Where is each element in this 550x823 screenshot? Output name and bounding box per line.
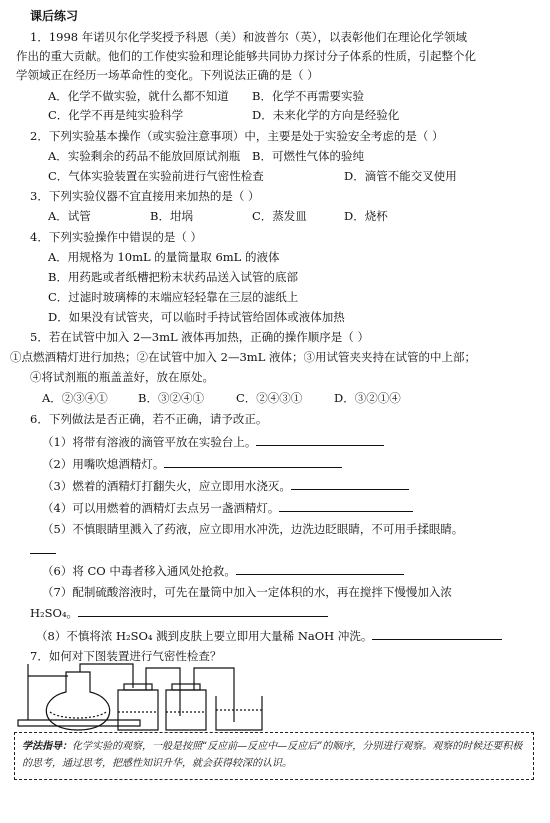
answer-blank[interactable] — [30, 541, 56, 554]
q5-option-c[interactable]: C．②④③① — [236, 391, 303, 405]
q6-item-5: （5）不慎眼睛里溅入了药液，应立即用水冲洗，边洗边眨眼睛，不可用手揉眼睛。 — [42, 522, 464, 536]
tube-3 — [194, 668, 234, 722]
q6-item-3: （3）燃着的酒精灯打翻失火，应立即用水浇灭。 — [42, 477, 409, 494]
answer-blank[interactable] — [291, 477, 409, 490]
q6-item-1: （1）将带有溶液的滴管平放在实验台上。 — [42, 433, 384, 450]
flask — [46, 672, 109, 730]
answer-blank[interactable] — [236, 562, 404, 575]
q2-option-b[interactable]: B．可燃性气体的验纯 — [252, 149, 364, 163]
q4-option-d[interactable]: D．如果没有试管夹，可以临时手持试管给固体或液体加热 — [48, 310, 345, 324]
q6-item-8: （8）不慎将浓 H₂SO₄ 溅到皮肤上要立即用大量稀 NaOH 冲洗。 — [36, 627, 502, 644]
q4-option-b[interactable]: B．用药匙或者纸槽把粉末状药品送入试管的底部 — [48, 270, 298, 284]
q1-stem-line-1: 1．1998 年诺贝尔化学奖授予科恩（美）和波普尔（英），以表彰他们在理论化学领域 — [30, 30, 467, 44]
study-tip-label: 学法指导： — [22, 741, 72, 752]
q5-stem: 5．若在试管中加入 2—3mL 液体再加热，正确的操作顺序是（ ） — [30, 330, 369, 344]
q1-option-a[interactable]: A．化学不做实验，就什么都不知道 — [48, 89, 229, 103]
q3-stem: 3．下列实验仪器不宜直接用来加热的是（ ） — [30, 189, 260, 203]
q6-item-2: （2）用嘴吹熄酒精灯。 — [42, 455, 342, 472]
answer-blank[interactable] — [279, 499, 413, 512]
q4-option-a[interactable]: A．用规格为 10mL 的量筒量取 6mL 的液体 — [48, 250, 280, 264]
stand-base — [18, 720, 140, 726]
q1-stem-line-2: 作出的重大贡献。他们的工作使实验和理论能够共同协力探讨分子体系的性质，引起整个化 — [16, 49, 476, 63]
q1-option-c[interactable]: C．化学不再是纯实验科学 — [48, 108, 184, 122]
q2-stem: 2．下列实验基本操作（或实验注意事项）中，主要是处于实验安全考虑的是（ ） — [30, 129, 444, 143]
q2-option-a[interactable]: A．实验剩余的药品不能放回原试剂瓶 — [48, 149, 241, 163]
q5-option-a[interactable]: A．②③④① — [42, 391, 108, 405]
q3-option-d[interactable]: D．烧杯 — [344, 209, 388, 223]
q6-item-5-answer — [30, 541, 56, 558]
q7-stem: 7．如何对下图装置进行气密性检查？ — [30, 649, 222, 663]
q3-option-b[interactable]: B．坩埚 — [150, 209, 193, 223]
q5-steps-line-2: ④将试剂瓶的瓶盖盖好，放在原处。 — [30, 370, 214, 384]
answer-blank[interactable] — [372, 627, 502, 640]
answer-blank[interactable] — [78, 604, 328, 617]
page-title: 课后练习 — [30, 9, 79, 23]
answer-blank[interactable] — [164, 455, 342, 468]
tube-1 — [80, 664, 133, 688]
answer-blank[interactable] — [256, 433, 384, 446]
q6-item-7: （7）配制硫酸溶液时，可先在量筒中加入一定体积的水，再在搅拌下慢慢加入浓 — [42, 585, 452, 599]
q1-stem-line-3: 学领域正在经历一场革命性的变化。下列说法正确的是（ ） — [16, 68, 319, 82]
q1-option-d[interactable]: D．未来化学的方向是经验化 — [252, 108, 400, 122]
q5-steps-line-1: ①点燃酒精灯进行加热；②在试管中加入 2—3mL 液体；③用试管夹夹持在试管的中上部； — [10, 350, 476, 364]
q6-stem: 6．下列做法是否正确，若不正确，请予改正。 — [30, 412, 268, 426]
q6-item-4: （4）可以用燃着的酒精灯去点另一盏酒精灯。 — [42, 499, 413, 516]
q4-option-c[interactable]: C．过滤时玻璃棒的末端应轻轻靠在三层的滤纸上 — [48, 290, 299, 304]
q3-option-a[interactable]: A．试管 — [48, 209, 91, 223]
study-tip-box — [14, 732, 534, 780]
q1-option-b[interactable]: B．化学不再需要实验 — [252, 89, 364, 103]
q6-item-7-cont: H₂SO₄。 — [30, 604, 328, 621]
beaker — [216, 696, 262, 730]
bottle-1 — [118, 690, 158, 730]
q2-option-c[interactable]: C．气体实验装置在实验前进行气密性检查 — [48, 169, 264, 183]
q4-stem: 4．下列实验操作中错误的是（ ） — [30, 230, 202, 244]
tube-2 — [146, 668, 180, 716]
q3-option-c[interactable]: C．蒸发皿 — [252, 209, 307, 223]
q5-option-d[interactable]: D．③②①④ — [334, 391, 401, 405]
bottle-2 — [166, 690, 206, 730]
study-tip-text: 化学实验的观察，一般是按照“反应前—反应中—反应后”的顺序，分别进行观察。观察的时候还要积极的思考，通过思考，把感性知识升华，就会获得较深的认识。 — [22, 741, 523, 769]
q5-option-b[interactable]: B．③②④① — [138, 391, 204, 405]
q2-option-d[interactable]: D．滴管不能交叉使用 — [344, 169, 457, 183]
q6-item-6: （6）将 CO 中毒者移入通风处抢救。 — [42, 562, 404, 579]
